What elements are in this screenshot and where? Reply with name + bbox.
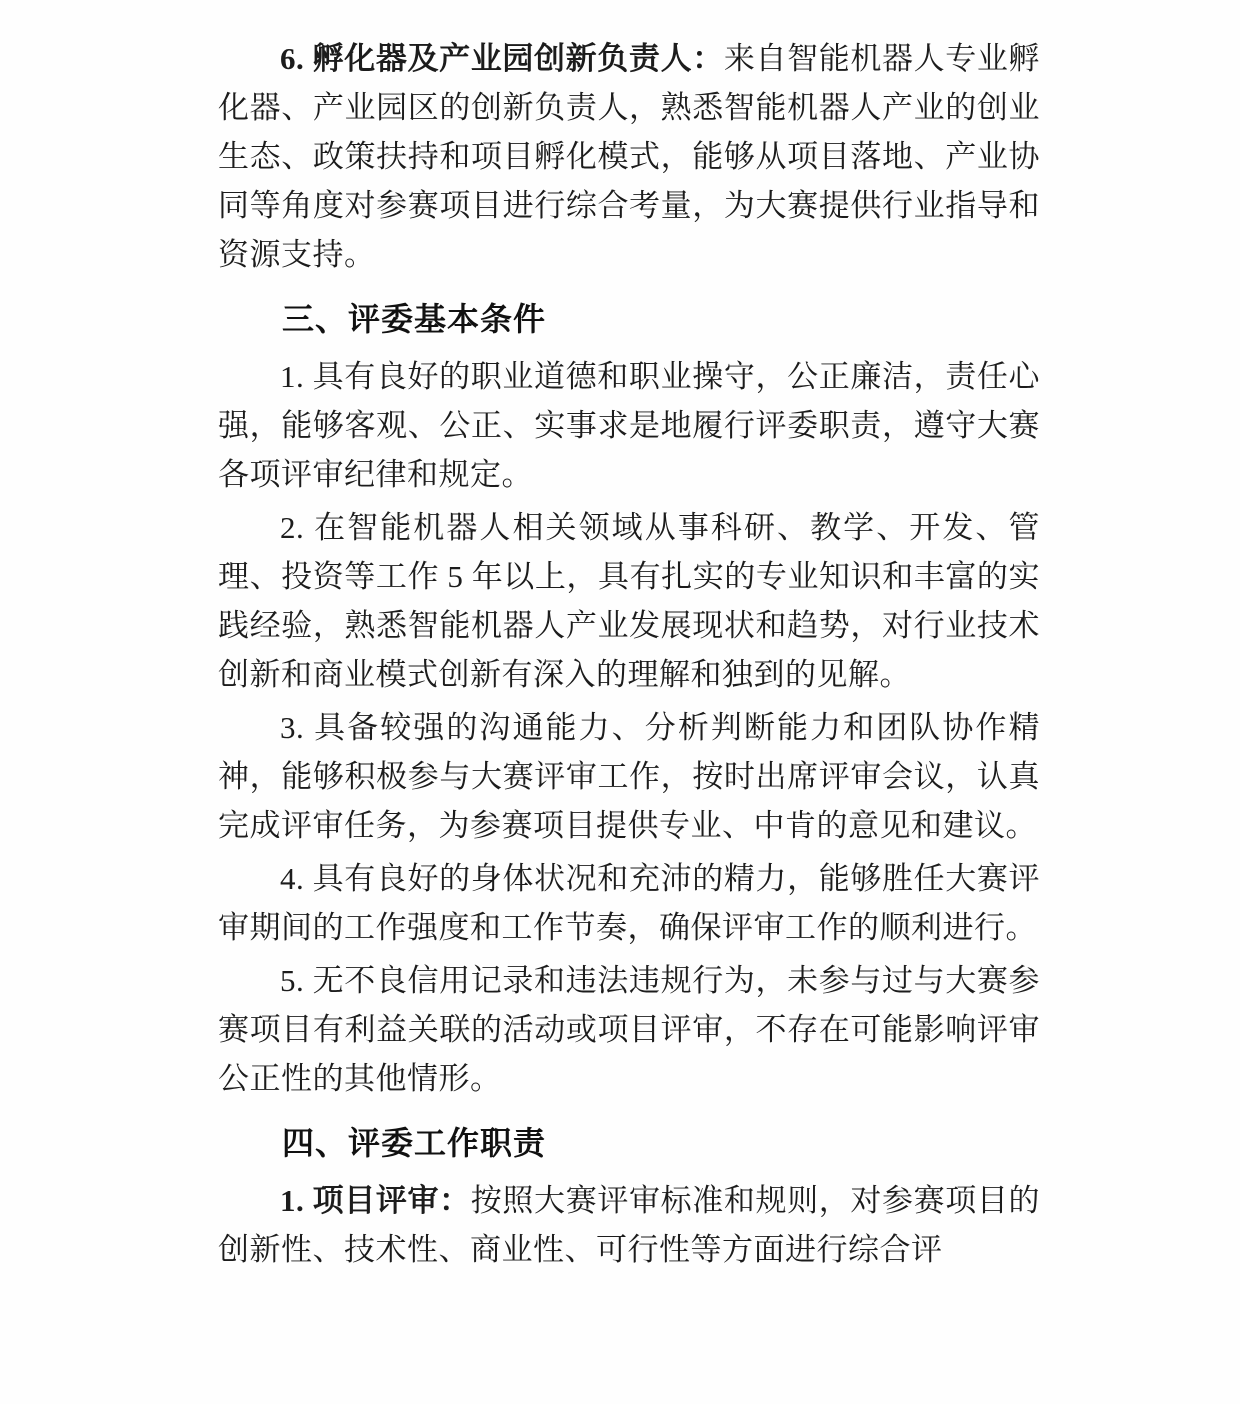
requirement-item-5: 5. 无不良信用记录和违法违规行为，未参与过与大赛参赛项目有利益关联的活动或项目评审，不存在可能影响评审公正性的其他情形。 [218,963,1040,1096]
section-heading-basic-requirements: 三、评委基本条件 [282,301,547,337]
requirement-item-3: 3. 具备较强的沟通能力、分析判断能力和团队协作精神，能够积极参与大赛评审工作，按时出席评审会议，认真完成评审任务，为参赛项目提供专业、中肯的意见和建议。 [218,710,1040,843]
requirement-item-4: 4. 具有良好的身体状况和充沛的精力，能够胜任大赛评审期间的工作强度和工作节奏，确保评审工作的顺利进行。 [218,861,1040,945]
requirement-item-2: 2. 在智能机器人相关领域从事科研、教学、开发、管理、投资等工作 5 年以上，具有扎实的专业知识和丰富的实践经验，熟悉智能机器人产业发展现状和趋势，对行业技术创新和商业模式创新有深入的理解和独到的见解。 [218,510,1040,692]
duty-item-1 [218,1176,1040,1274]
duty-body-text: 按照大赛评审标准和规则，对参赛项目的创新性、技术性、商业性、可行性等方面进行综合评 [218,1183,1041,1267]
paragraph-bold-label: 6. 孵化器及产业园创新负责人： [280,41,724,76]
paragraph-incubator-lead-in [218,34,1040,279]
duty-bold-label: 1. 项目评审： [280,1183,471,1218]
requirement-item-1: 1. 具有良好的职业道德和职业操守，公正廉洁，责任心强，能够客观、公正、实事求是地履行评委职责，遵守大赛各项评审纪律和规定。 [218,359,1040,492]
section-heading-duties: 四、评委工作职责 [282,1125,547,1161]
paragraph-body-text: 来自智能机器人专业孵化器、产业园区的创新负责人，熟悉智能机器人产业的创业生态、政策扶持和项目孵化模式，能够从项目落地、产业协同等角度对参赛项目进行综合考量，为大赛提供行业指导和资源支持。 [218,41,1041,272]
